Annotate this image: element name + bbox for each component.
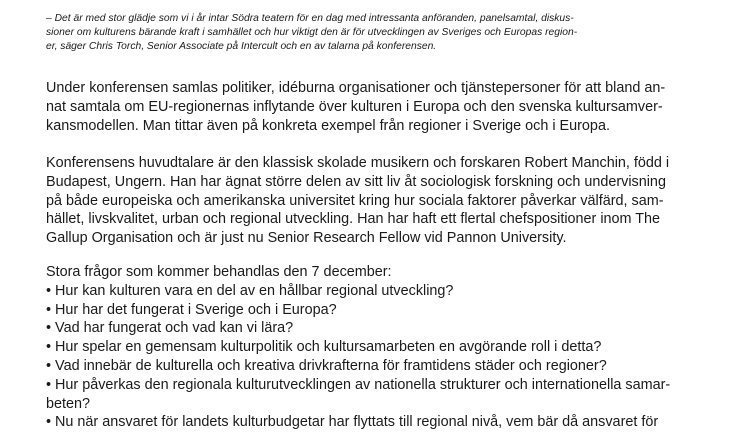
question-item: • Hur har det fungerat i Sverige och i Europa? xyxy=(46,301,337,318)
question-item: • Nu när ansvaret för landets kulturbudgetar har flyttats till regional nivå, vem bär då ansvaret för xyxy=(46,414,659,431)
question-item: • Hur påverkas den regionala kulturutvecklingen av nationella strukturer och internationella samar- xyxy=(46,376,671,393)
question-item: • Vad har fungerat och vad kan vi lära? xyxy=(46,320,294,337)
paragraph-line: kansmodellen. Man tittar även på konkreta exempel från regioner i Sverige och i Europa. xyxy=(46,117,610,134)
question-item-continuation: beten? xyxy=(46,395,91,412)
question-item: • Hur spelar en gemensam kulturpolitik och kultursamarbeten en avgörande roll i detta? xyxy=(46,339,602,356)
paragraph-line: Budapest, Ungern. Han har ägnat större delen av sitt liv åt sociologisk forskning och undervisning xyxy=(46,173,666,190)
question-item: • Hur kan kulturen vara en del av en hållbar regional utveckling? xyxy=(46,282,454,299)
paragraph-line: Under konferensen samlas politiker, idéburna organisationer och tjänstepersoner för att bland an- xyxy=(46,80,666,96)
quote-line: – Det är med stor glädje som vi i år intar Södra teatern för en dag med intressanta anföranden, panelsamtal, diskus- xyxy=(46,13,574,24)
paragraph-line: nat samtala om EU-regionernas inflytande över kulturen i Europa och den svenska kultursamver- xyxy=(46,98,663,115)
quote-line: sioner om kulturens bärande kraft i samhället och hur viktigt den är för utvecklingen av Sveriges och Europas region- xyxy=(46,27,578,38)
keynote-paragraph xyxy=(46,154,669,248)
questions-intro: Stora frågor som kommer behandlas den 7 december: xyxy=(46,264,392,280)
questions-list xyxy=(46,263,670,432)
paragraph-line: Gallup Organisation och är just nu Senior Research Fellow vid Pannon University. xyxy=(46,230,567,247)
question-item: • Vad innebär de kulturella och kreativa drivkrafterna för framtidens städer och regioner? xyxy=(46,357,607,374)
paragraph-line: hället, livskvalitet, urban och regional utveckling. Han har haft ett flertal chefspositioner inom The xyxy=(46,211,661,228)
quote-paragraph xyxy=(46,12,577,54)
quote-line: er, säger Chris Torch, Senior Associate på Intercult och en av talarna på konferensen. xyxy=(46,41,437,52)
conference-paragraph xyxy=(46,79,665,135)
paragraph-line: Konferensens huvudtalare är den klassisk skolade musikern och forskaren Robert Manchin, född i xyxy=(46,155,670,171)
paragraph-line: på både europeiska och amerikanska universitet kring hur sociala faktorer påverkar välfärd, sam- xyxy=(46,192,664,209)
